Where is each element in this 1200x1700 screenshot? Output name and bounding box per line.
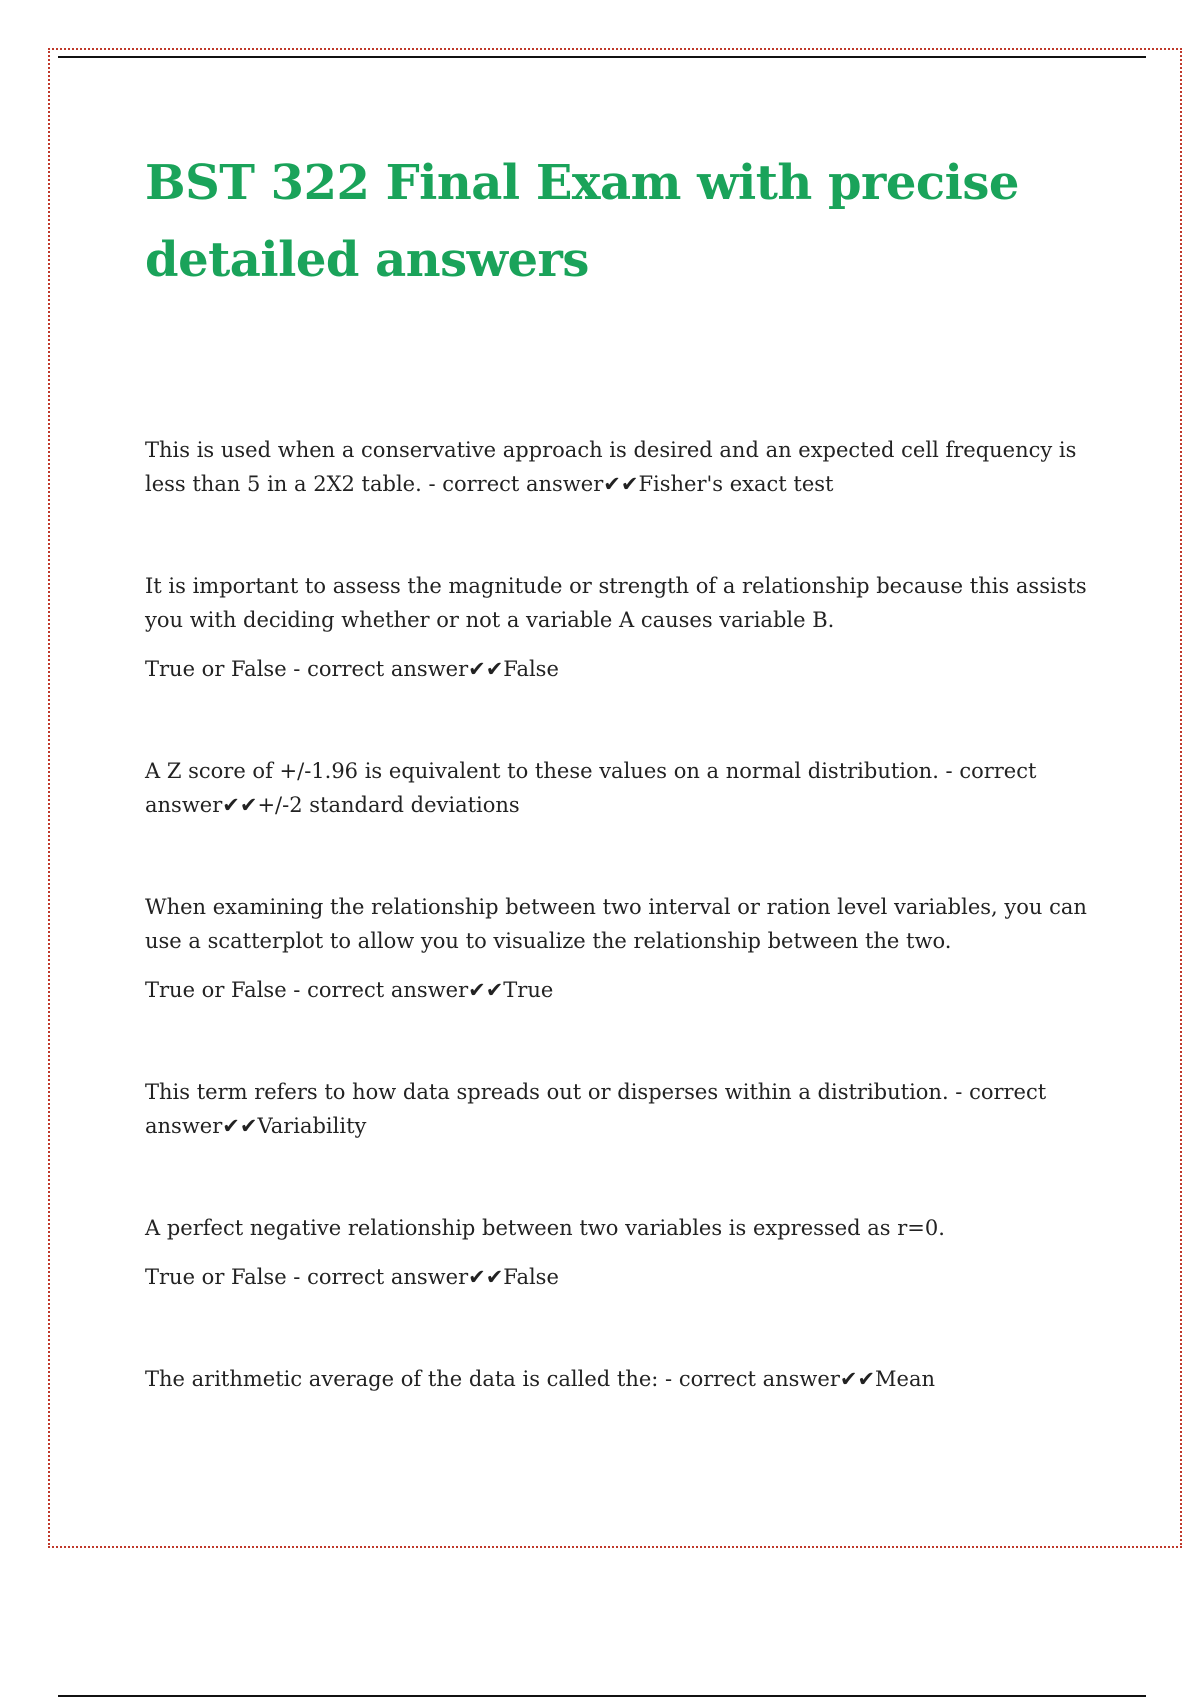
qa-item	[145, 433, 1100, 501]
qa-item	[145, 1211, 1100, 1294]
qa-question: A perfect negative relationship between two variables is expressed as r=0.	[145, 1216, 945, 1240]
top-rule	[58, 56, 1146, 58]
qa-item	[145, 569, 1100, 686]
qa-item	[145, 1362, 1100, 1396]
qa-text: This is used when a conservative approach is desired and an expected cell frequency is less than 5 in a 2X2 table. - correct answer✔✔Fisher's exact test	[145, 438, 1077, 496]
bottom-rule	[58, 1695, 1146, 1697]
qa-item	[145, 1075, 1100, 1143]
document-body	[145, 145, 1100, 1464]
qa-answer: True or False - correct answer✔✔False	[145, 1265, 559, 1289]
qa-text: A Z score of +/-1.96 is equivalent to these values on a normal distribution. - correct answer✔✔+/-2 standard deviations	[145, 759, 1037, 817]
qa-answer: True or False - correct answer✔✔True	[145, 978, 554, 1002]
qa-answer: True or False - correct answer✔✔False	[145, 657, 559, 681]
qa-item	[145, 754, 1100, 822]
document-title: BST 322 Final Exam with precise detailed answers	[145, 155, 1019, 288]
qa-item	[145, 890, 1100, 1007]
qa-text: This term refers to how data spreads out or disperses within a distribution. - correct answer✔✔Variability	[145, 1080, 1047, 1138]
qa-question: When examining the relationship between two interval or ration level variables, you can use a scatterplot to allow you to visualize the relationship between the two.	[145, 895, 1087, 953]
qa-question: It is important to assess the magnitude or strength of a relationship because this assists you with deciding whether or not a variable A causes variable B.	[145, 574, 1087, 632]
qa-text: The arithmetic average of the data is called the: - correct answer✔✔Mean	[145, 1367, 936, 1391]
